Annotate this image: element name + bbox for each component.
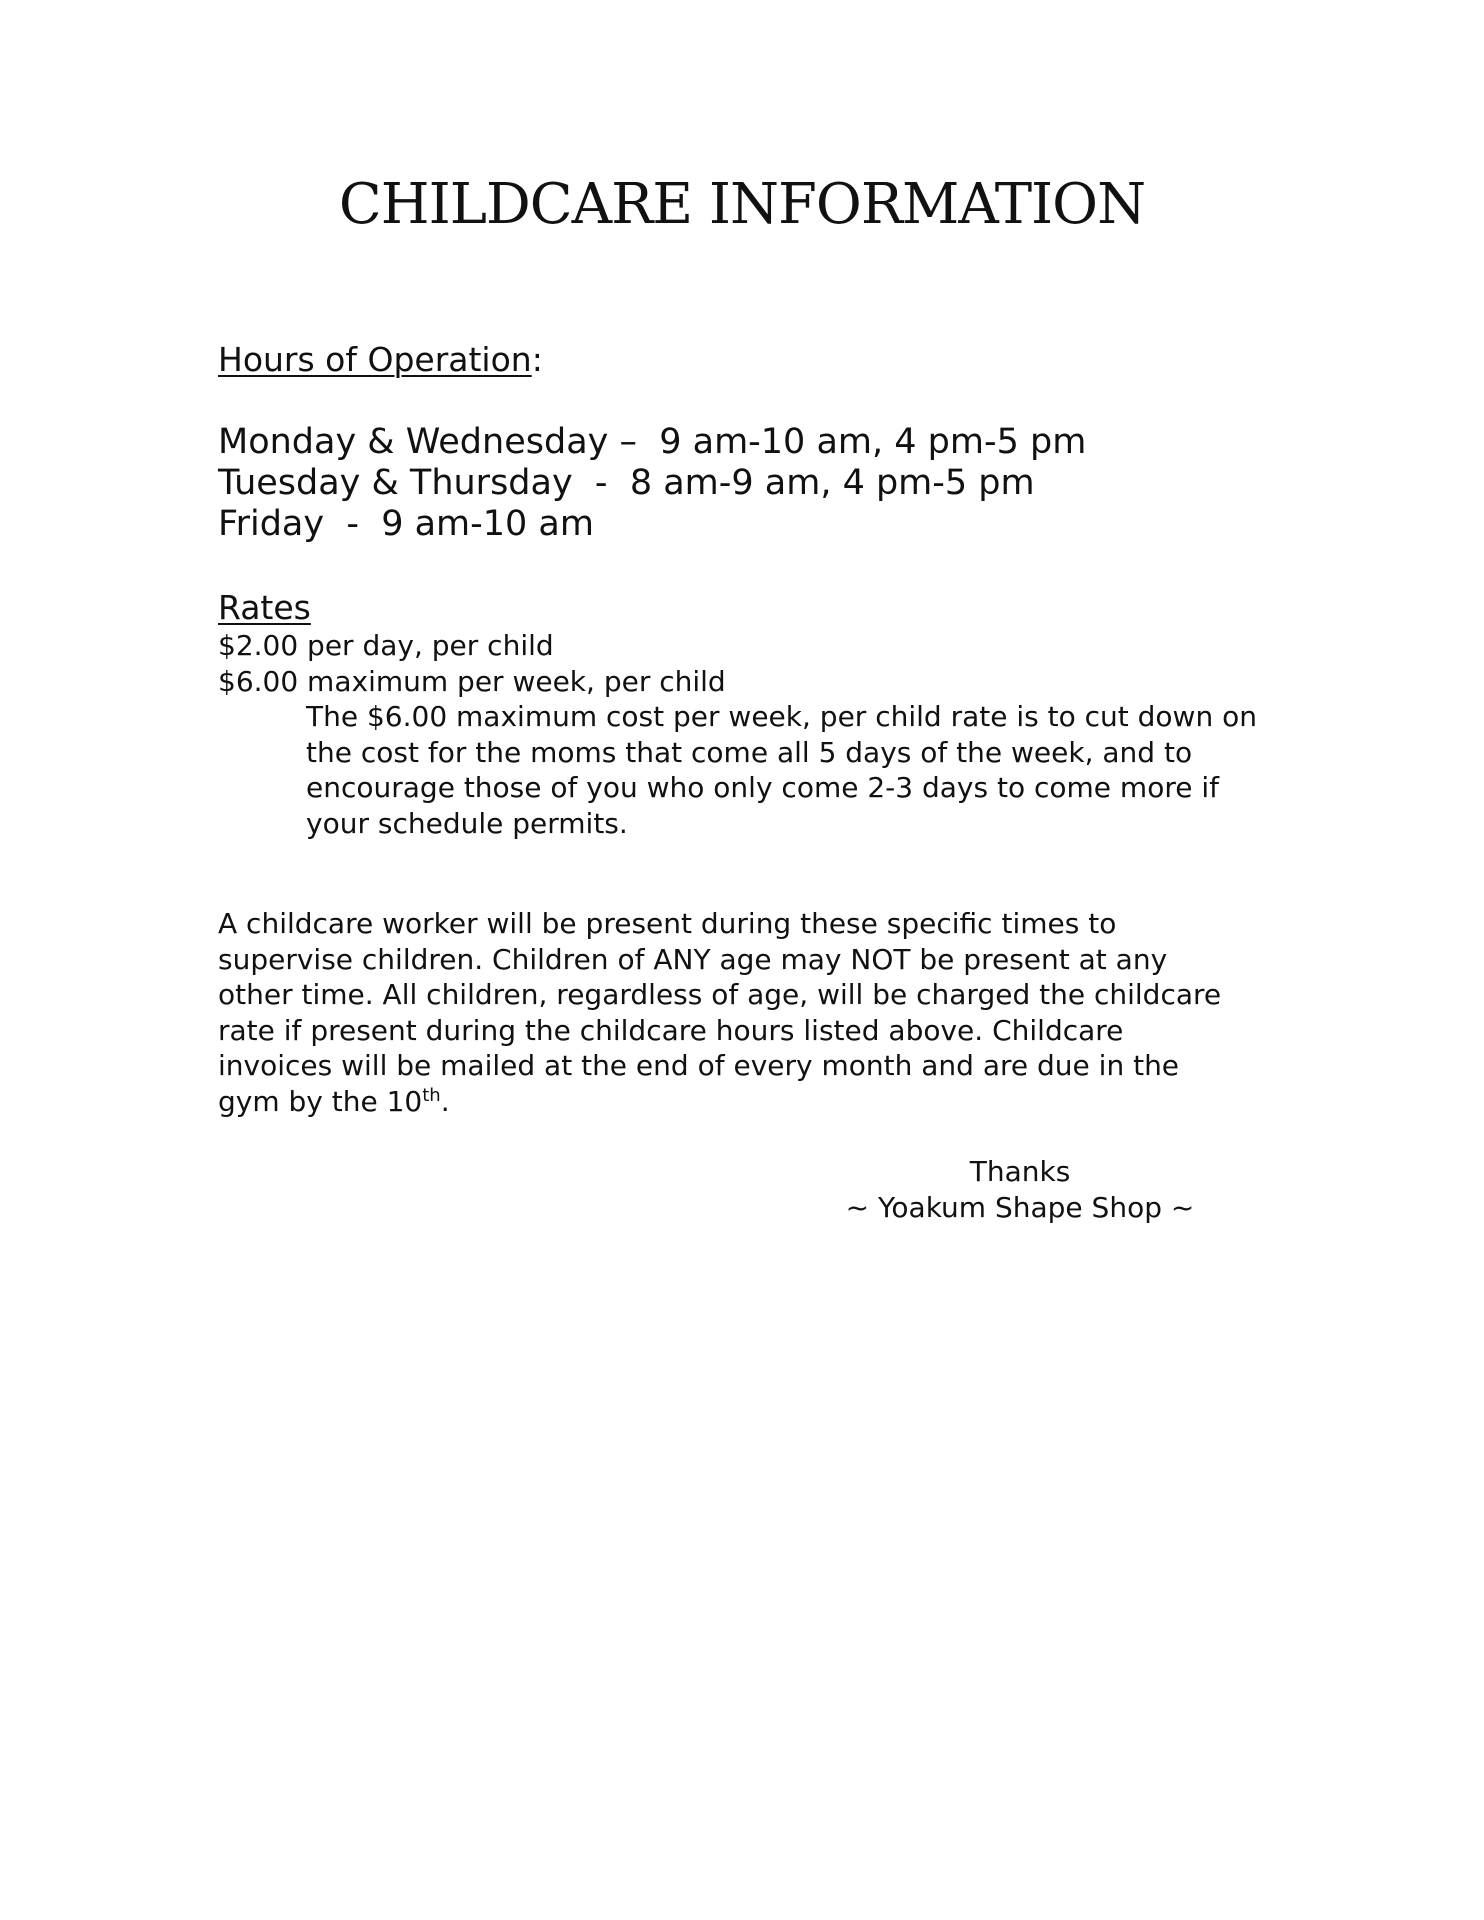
hours-list (218, 422, 1278, 545)
hours-heading-colon: : (531, 340, 543, 379)
rate-note: The $6.00 maximum cost per week, per child rate is to cut down on the cost for the moms that come all 5 days of the week, and to encourage those of you who only come 2-3 days to come more if your schedule permits. (306, 700, 1257, 840)
hours-line-mon-wed: Monday & Wednesday – 9 am-10 am, 4 pm-5 pm (218, 422, 1087, 462)
policy-text: A childcare worker will be present during these specific times to supervise children. Children of ANY age may NOT be present at any other time. All children, regardless of age, will be charged the childcare rate if present during the childcare hours listed above. Childcare invoices will be mailed at the end of every month and are due in the gym by the 10 (218, 907, 1222, 1118)
policy-paragraph (218, 906, 1238, 1119)
rates-heading (218, 588, 1278, 628)
rates-section (218, 588, 1278, 841)
rate-max-per-week: $6.00 maximum per week, per child (218, 664, 726, 698)
hours-section (218, 340, 1278, 380)
hours-line-fri: Friday - 9 am-10 am (218, 504, 594, 544)
hours-heading-text: Hours of Operation (218, 340, 532, 379)
signoff-thanks: Thanks (969, 1155, 1071, 1188)
policy-superscript: th (422, 1084, 441, 1106)
rate-per-day: $2.00 per day, per child (218, 629, 554, 662)
policy-section (218, 906, 1278, 1119)
signoff-name: ~ Yoakum Shape Shop ~ (845, 1191, 1195, 1224)
rates-heading-text: Rates (218, 588, 311, 627)
page-title: CHILDCARE INFORMATION (338, 172, 1146, 237)
hours-line-tue-thu: Tuesday & Thursday - 8 am-9 am, 4 pm-5 pm (218, 463, 1035, 503)
hours-heading (218, 340, 1278, 380)
policy-end: . (440, 1084, 450, 1118)
